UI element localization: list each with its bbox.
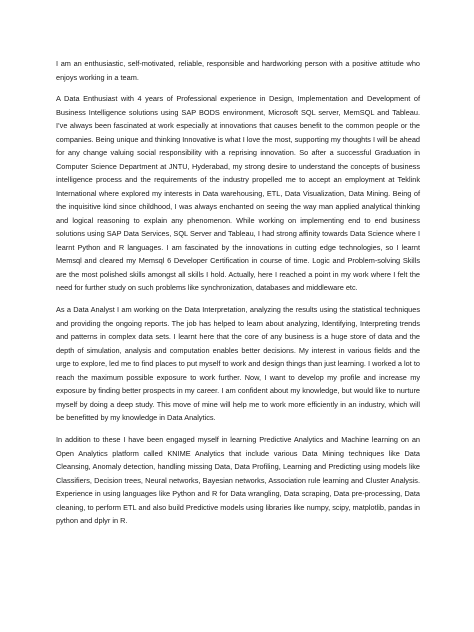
paragraph-predictive-analytics: In addition to these I have been engaged myself in learning Predictive Analytics and Machine learning on an Open Analytics platform called KNIME Analytics that include various Data Mining techniques like Data Cleansing, Anomaly detection, handling missing Data, Data Profiling, Learning and Predicting using models like Classifiers, Decision trees, Neural networks, Bayesian networks, Association rule learning and Cluster Analysis. Experience in using languages like Python and R for Data wrangling, Data scraping, Data pre-processing, Data cleaning, to perform ETL and also build Predictive models using libraries like numpy, scipy, matplotlib, pandas in python and dplyr in R. (56, 435, 420, 526)
paragraph-experience: A Data Enthusiast with 4 years of Professional experience in Design, Implementation and Development of Business Intelligence solutions using SAP BODS environment, Microsoft SQL server, MemSQL and Tableau. I’ve always been fascinated at work especially at innovations that causes benefit to the common people or the companies. Being unique and thinking Innovative is what I love the most, supporting my thoughts I will be ahead for any change valuing social responsibility with a reprising innovation. So after a successful Graduation in Computer Science Department at JNTU, Hyderabad, my strong desire to understand the concepts of business intelligence process and the requirements of the industry propelled me to accept an employment at Teklink International where explored my interests in Data warehousing, ETL, Data Visualization, Data Mining. Being of the inquisitive kind since childhood, I was always enchanted on seeing the way man applied analytical thinking and logical reasoning to explain any phenomenon. While working on implementing end to end business solutions using SAP Data Services, SQL Server and Tableau, I had strong affinity towards Data Science where I learnt Python and R languages. I am fascinated by the innovations in cutting edge technologies, so I learnt Memsql and cleared my Memsql 6 Developer Certification in course of time. Logic and Problem-solving Skills are the most polished skills amongst all skills I hold. Actually, here I reached a point in my work where I felt the need for further study on such problems like synchronization, databases and middleware etc. (56, 94, 420, 293)
paragraph-data-analyst: As a Data Analyst I am working on the Data Interpretation, analyzing the results using the statistical techniques and providing the ongoing reports. The job has helped to learn about analyzing, Identifying, Interpreting trends and patterns in complex data sets. I learnt here that the core of any business is a huge store of data and the depth of simulation, analysis and computation enables better decisions. My interest in various fields and the urge to explore, led me to find places to put myself to work and design things than just learning. I worked a lot to reach the maximum possible exposure to work further. Now, I want to develop my profile and increase my exposure by finding better prospects in my career. I am confident about my knowledge, but would like to nurture myself by doing a deep study. This move of mine will help me to work more efficiently in an industry, which will be benefitted by my knowledge in Data Analytics. (56, 305, 420, 423)
document-body (56, 57, 420, 536)
paragraph-intro: I am an enthusiastic, self-motivated, reliable, responsible and hardworking person with a positive attitude who enjoys working in a team. (56, 59, 420, 82)
